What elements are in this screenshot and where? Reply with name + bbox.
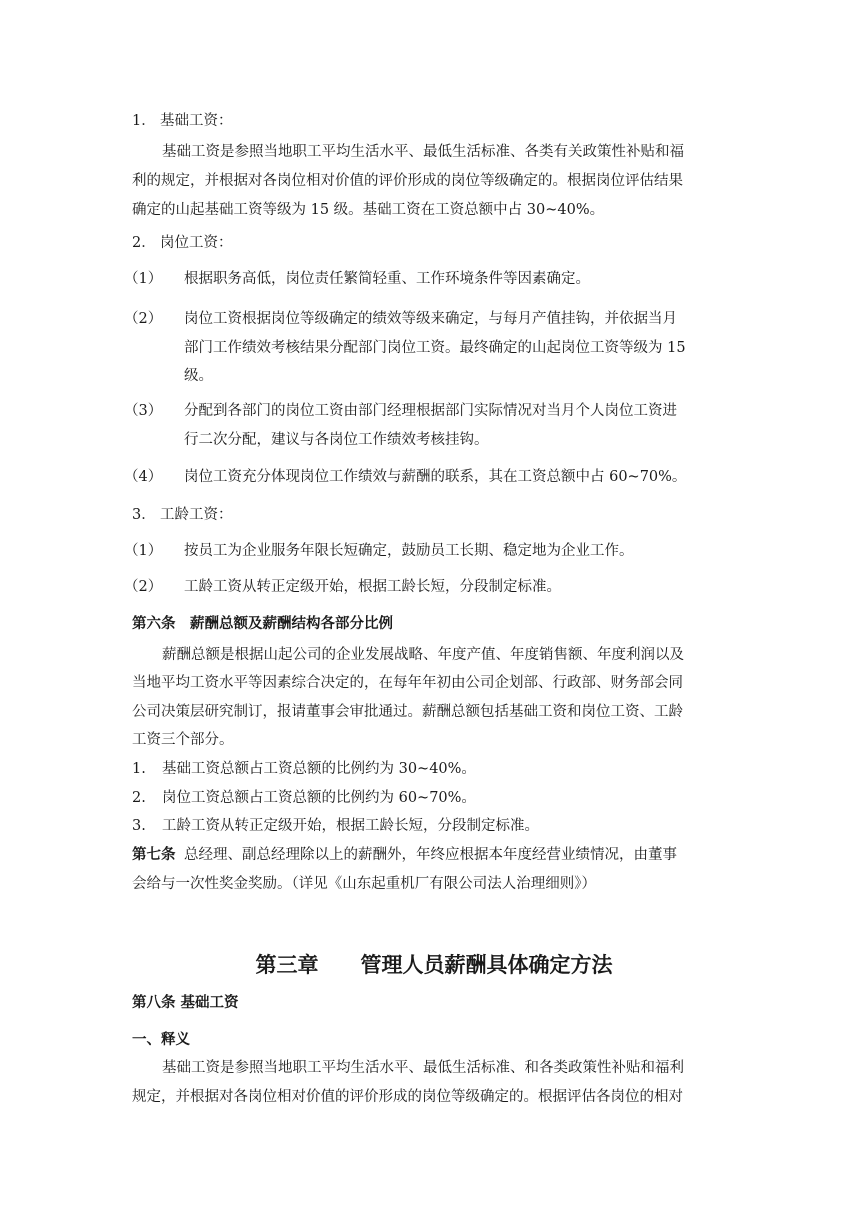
list-item-text: 分配到各部门的岗位工资由部门经理根据部门实际情况对当月个人岗位工资进 <box>184 403 677 419</box>
paragraph-line: 基础工资是参照当地职工平均生活水平、最低生活标准、和各类政策性补贴和福利 <box>162 1060 684 1076</box>
item-number: 3． <box>132 507 156 523</box>
paragraph-line: 当地平均工资水平等因素综合决定的，在每年年初由公司企划部、行政部、财务部会同 <box>132 675 683 691</box>
item-number: （1） <box>124 543 163 559</box>
paragraph-line: 规定，并根据对各岗位相对价值的评价形成的岗位等级确定的。根据评估各岗位的相对 <box>132 1089 683 1105</box>
subsection-heading: 一、释义 <box>132 1032 190 1048</box>
item-number: （3） <box>124 403 163 419</box>
list-item-text: 岗位工资总额占工资总额的比例约为 60~70%。 <box>162 790 476 806</box>
section-heading-seniority-salary: 工龄工资： <box>160 507 233 523</box>
item-number: 3. <box>132 818 146 834</box>
article-8-heading: 第八条 基础工资 <box>132 995 239 1011</box>
section-heading-base-salary: 基础工资： <box>160 113 233 129</box>
paragraph-line: 薪酬总额是根据山起公司的企业发展战略、年度产值、年度销售额、年度利润以及 <box>162 647 684 663</box>
list-item-text: 根据职务高低，岗位责任繁简轻重、工作环境条件等因素确定。 <box>184 271 590 287</box>
item-number: （4） <box>124 469 163 485</box>
paragraph-line: 基础工资是参照当地职工平均生活水平、最低生活标准、各类有关政策性补贴和福 <box>162 144 684 160</box>
paragraph-line: 工资三个部分。 <box>132 732 234 748</box>
paragraph-line: 确定的山起基础工资等级为 15 级。基础工资在工资总额中占 30~40%。 <box>132 202 605 218</box>
list-item-text: 岗位工资充分体现岗位工作绩效与薪酬的联系，其在工资总额中占 60~70%。 <box>184 469 687 485</box>
item-number: （2） <box>124 311 163 327</box>
item-number: 1． <box>132 113 156 129</box>
list-item-text: 行二次分配，建议与各岗位工作绩效考核挂钩。 <box>184 432 489 448</box>
paragraph-line: 会给与一次性奖金奖励。（详见《山东起重机厂有限公司法人治理细则》） <box>132 876 596 892</box>
paragraph-line: 公司决策层研究制订，报请董事会审批通过。薪酬总额包括基础工资和岗位工资、工龄 <box>132 704 683 720</box>
paragraph-line: 总经理、副总经理除以上的薪酬外，年终应根据本年度经营业绩情况，由董事 <box>184 847 677 863</box>
list-item-text: 按员工为企业服务年限长短确定，鼓励员工长期、稳定地为企业工作。 <box>184 543 634 559</box>
chapter-3-title: 第三章 管理人员薪酬具体确定方法 <box>255 953 613 977</box>
list-item-text: 岗位工资根据岗位等级确定的绩效等级来确定，与每月产值挂钩，并依据当月 <box>184 311 677 327</box>
list-item-text: 部门工作绩效考核结果分配部门岗位工资。最终确定的山起岗位工资等级为 15 <box>184 340 686 356</box>
list-item-text: 工龄工资从转正定级开始，根据工龄长短，分段制定标准。 <box>184 579 561 595</box>
item-number: 2. <box>132 790 146 806</box>
section-heading-position-salary: 岗位工资： <box>160 235 233 251</box>
list-item-text: 基础工资总额占工资总额的比例约为 30~40%。 <box>162 761 476 777</box>
paragraph-line: 利的规定，并根据对各岗位相对价值的评价形成的岗位等级确定的。根据岗位评估结果 <box>132 173 683 189</box>
list-item-text: 级。 <box>184 368 213 384</box>
item-number: （2） <box>124 579 163 595</box>
article-7-label: 第七条 <box>132 847 176 863</box>
item-number: （1） <box>124 271 163 287</box>
article-6-heading: 第六条 薪酬总额及薪酬结构各部分比例 <box>132 616 393 632</box>
item-number: 1. <box>132 761 146 777</box>
list-item-text: 工龄工资从转正定级开始，根据工龄长短，分段制定标准。 <box>162 818 539 834</box>
item-number: 2． <box>132 235 156 251</box>
